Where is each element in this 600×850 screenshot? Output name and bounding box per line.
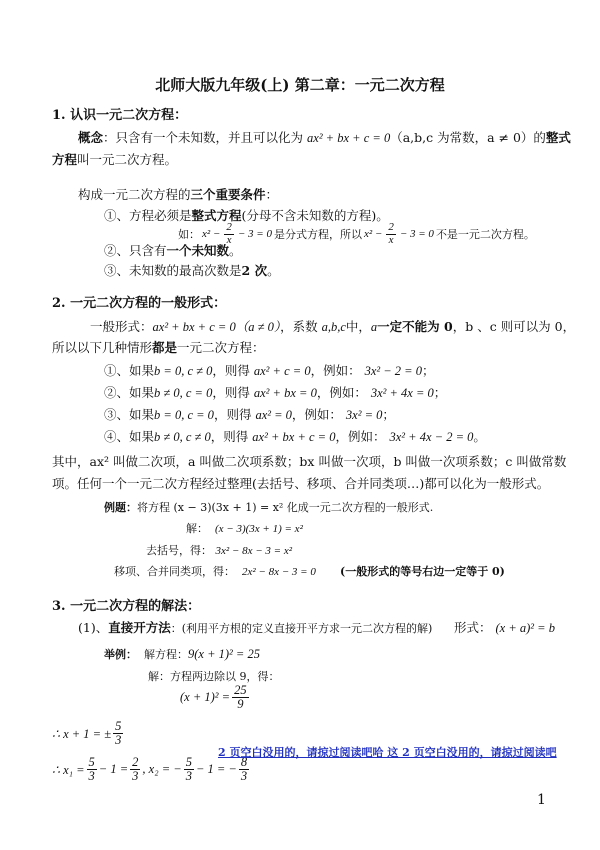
ex-eq2-left: (x + 1)² =: [180, 690, 231, 705]
page-title: 北师大版九年级(上) 第二章：一元二次方程: [155, 76, 445, 94]
cond-intro-b: ：: [265, 187, 279, 202]
fraction-25-over-9: [232, 684, 249, 711]
frac-n3: 5: [185, 755, 192, 769]
section2-heading: 2. 一元二次方程的一般形式：: [52, 296, 227, 311]
ex-step: 解：方程两边除以 9，得：: [148, 670, 280, 683]
case-equation: ax² + bx = 0: [253, 386, 317, 400]
line-a-left: ∴ x + 1 = ±: [52, 726, 112, 741]
page-number: 1: [537, 792, 546, 808]
frac-9: 9: [237, 697, 244, 712]
line-b-d: − 1 = −: [195, 762, 237, 777]
cond2-bold: 一个未知数: [166, 243, 230, 258]
general-d: ，b 、c 则可以为 0，: [452, 319, 576, 334]
concept-line2: [52, 150, 177, 168]
case-example: 3x² = 0: [345, 408, 383, 422]
cond3-b: 。: [267, 263, 280, 278]
case-example-label: ，例如：: [291, 407, 342, 422]
case-prefix: ④、如果: [104, 429, 155, 444]
step2-label: 去括号，得：: [146, 544, 212, 557]
general-bold: 一定不能为 0: [377, 319, 453, 334]
frac-3: 3: [115, 733, 122, 748]
example-a: 如：: [178, 228, 200, 242]
example-b: 是分式方程，所以: [273, 228, 362, 242]
case-end: ；: [422, 363, 435, 378]
concept-equation: ax² + bx + c = 0: [307, 131, 391, 145]
example-eq-d: − 3 = 0: [399, 228, 434, 241]
example-eq-c: x² −: [363, 228, 383, 241]
case-mid: ，则得: [212, 385, 250, 400]
step1-equation: (x − 3)(3x + 1) = x²: [215, 523, 303, 535]
terms-line-1: 其中，ax² 叫做二次项，a 叫做二次项系数；bx 叫做一次项，b 叫做一次项系数；c 叫做常数: [52, 454, 567, 469]
general-form-note: (一般形式的等号右边一定等于 0): [340, 565, 505, 578]
concept-line2-text: 叫一元二次方程。: [77, 152, 178, 167]
line-b-b: − 1 =: [98, 762, 129, 777]
general-coef: a,b,c: [321, 320, 346, 334]
result-line-1: [52, 720, 125, 747]
method1-line: [78, 618, 432, 636]
frac-25: 25: [234, 683, 247, 697]
case-prefix: ③、如果: [104, 407, 155, 422]
case-equation: ax² + bx + c = 0: [252, 430, 336, 444]
cond2-a: ②、只含有: [104, 243, 167, 258]
general-a: 一般形式：: [90, 319, 153, 334]
cond-intro-bold: 三个重要条件: [190, 187, 266, 202]
concept-bold: 整式: [545, 130, 571, 145]
frac-d2: 3: [132, 769, 139, 784]
general-b: ，系数: [280, 319, 318, 334]
frac-num-2: 2: [388, 221, 394, 233]
fraction-x2-a: [184, 756, 194, 783]
ex-label: 举例：: [104, 648, 137, 661]
case-example-label: ，例如：: [316, 385, 367, 400]
case-condition: b = 0, c = 0: [154, 408, 214, 422]
cond3-a: ③、未知数的最高次数是: [104, 263, 242, 278]
result-line-2: [52, 756, 251, 783]
case-example-label: ，例如：: [310, 363, 361, 378]
general-form-line: [90, 317, 575, 335]
frac-n2: 2: [132, 755, 139, 769]
concept-line: [78, 128, 571, 146]
cond1-a: ①、方程必须是: [104, 208, 192, 223]
case-end: ；: [433, 385, 447, 400]
method1-note: ：(利用平方根的定义直接开平方求一元二次方程的解): [170, 622, 433, 635]
frac-d3: 3: [185, 769, 192, 784]
example-text: 将方程 (x − 3)(3x + 1) = x² 化成一元二次方程的一般形式.: [137, 501, 434, 514]
case-example-label: ，例如：: [335, 429, 386, 444]
frac-num: 2: [226, 221, 232, 233]
example-solve: [104, 646, 260, 662]
condition-2: [104, 241, 242, 259]
case-equation: ax² = 0: [255, 408, 292, 422]
section1-heading: 1. 认识一元二次方程：: [52, 108, 188, 123]
case-mid: ，则得: [210, 429, 249, 444]
frac-d1: 3: [88, 769, 95, 784]
cond-intro-a: 构成一元二次方程的: [78, 187, 191, 202]
frac-5: 5: [115, 719, 122, 733]
case-4: [104, 427, 486, 445]
case-2: [104, 383, 446, 401]
case-mid: ，则得: [212, 363, 250, 378]
terms-line-2: 项。任何一个一元二次方程经过整理(去括号、移项、合并同类项…)都可以化为一般形式。: [52, 476, 550, 491]
case-prefix: ②、如果: [104, 385, 155, 400]
case-condition: b ≠ 0, c = 0: [154, 386, 213, 400]
solution-step-2: [146, 542, 292, 558]
skip-pages-link[interactable]: 2 页空白没用的，请掠过阅读吧哈 这 2 页空白没用的，请掠过阅读吧: [218, 746, 557, 759]
line-b-c: , x₂ = −: [142, 762, 182, 777]
case-3: [104, 405, 395, 423]
cases-intro-a: 所以以下几种情形: [52, 340, 153, 355]
method1-a: (1)、: [78, 620, 109, 635]
case-end: 。: [473, 429, 486, 444]
conditions-intro: [78, 185, 278, 203]
general-eq: ax² + bx + c = 0（a ≠ 0）: [152, 320, 281, 334]
case-example: 3x² + 4x = 0: [370, 386, 434, 400]
case-mid: ，则得: [213, 407, 252, 422]
method1-form-equation: (x + a)² = b: [495, 621, 555, 635]
ex-equation: 9(x + 1)² = 25: [188, 647, 260, 661]
example-eq-b: − 3 = 0: [237, 228, 272, 241]
frac-n1: 5: [88, 755, 95, 769]
example-label: 例题：: [104, 501, 137, 514]
cond2-b: 。: [229, 243, 242, 258]
frac-d4: 3: [240, 769, 248, 784]
frac-n4: 8: [240, 755, 248, 769]
case-example: 3x² − 2 = 0: [364, 364, 422, 378]
ex-text: 解方程：: [144, 648, 188, 661]
fraction-x1-b: [130, 756, 140, 783]
method1-bold: 直接开方法: [108, 620, 171, 635]
concept-text-a: ：只含有一个未知数，并且可以化为: [103, 130, 304, 145]
step2-equation: 3x² − 8x − 3 = x²: [215, 545, 293, 557]
solution-step-1: [186, 520, 303, 536]
method1-form: [454, 618, 555, 636]
solution-step-3: [114, 563, 316, 579]
fraction-5-over-3: [113, 720, 123, 747]
frac-den-2: x: [388, 233, 394, 246]
concept-line2-bold: 方程: [52, 152, 78, 167]
concept-text-b: （a,b,c 为常数，a ≠ 0）的: [390, 130, 546, 145]
line-b-a: ∴ x₁ =: [52, 762, 85, 777]
cases-intro-bold: 都是: [152, 340, 178, 355]
case-end: ；: [382, 407, 395, 422]
case-1: [104, 361, 435, 379]
cases-intro-b: 一元二次方程：: [177, 340, 265, 355]
cond1-b: (分母不含未知数的方程)。: [241, 208, 389, 223]
example-problem: [104, 499, 433, 515]
case-equation: ax² + c = 0: [253, 364, 311, 378]
example-eq-a: x² −: [202, 228, 221, 241]
case-example: 3x² + 4x − 2 = 0: [389, 430, 474, 444]
step3-equation: 2x² − 8x − 3 = 0: [242, 566, 316, 578]
method1-form-label: 形式：: [454, 620, 492, 635]
frac-den: x: [226, 233, 232, 246]
cond1-bold: 整式方程: [191, 208, 242, 223]
fraction-2-over-x-second: [386, 222, 396, 246]
fraction-x2-b: [239, 756, 249, 783]
section3-heading: 3. 一元二次方程的解法：: [52, 599, 201, 614]
ex-equation-2: [180, 684, 251, 711]
cond3-bold: 2 次: [241, 263, 268, 278]
cases-intro: [52, 338, 265, 356]
fraction-x1-a: [87, 756, 97, 783]
step3-label: 移项、合并同类项，得：: [114, 565, 235, 578]
concept-label: 概念: [78, 130, 104, 145]
condition-3: [104, 261, 280, 279]
case-condition: b = 0, c ≠ 0: [154, 364, 213, 378]
general-var: a: [370, 320, 378, 334]
case-condition: b ≠ 0, c ≠ 0: [154, 430, 211, 444]
step1-label: 解：: [186, 522, 208, 535]
general-c: 中，: [345, 319, 371, 334]
case-prefix: ①、如果: [104, 363, 155, 378]
example-c: 不是一元二次方程。: [435, 228, 535, 242]
